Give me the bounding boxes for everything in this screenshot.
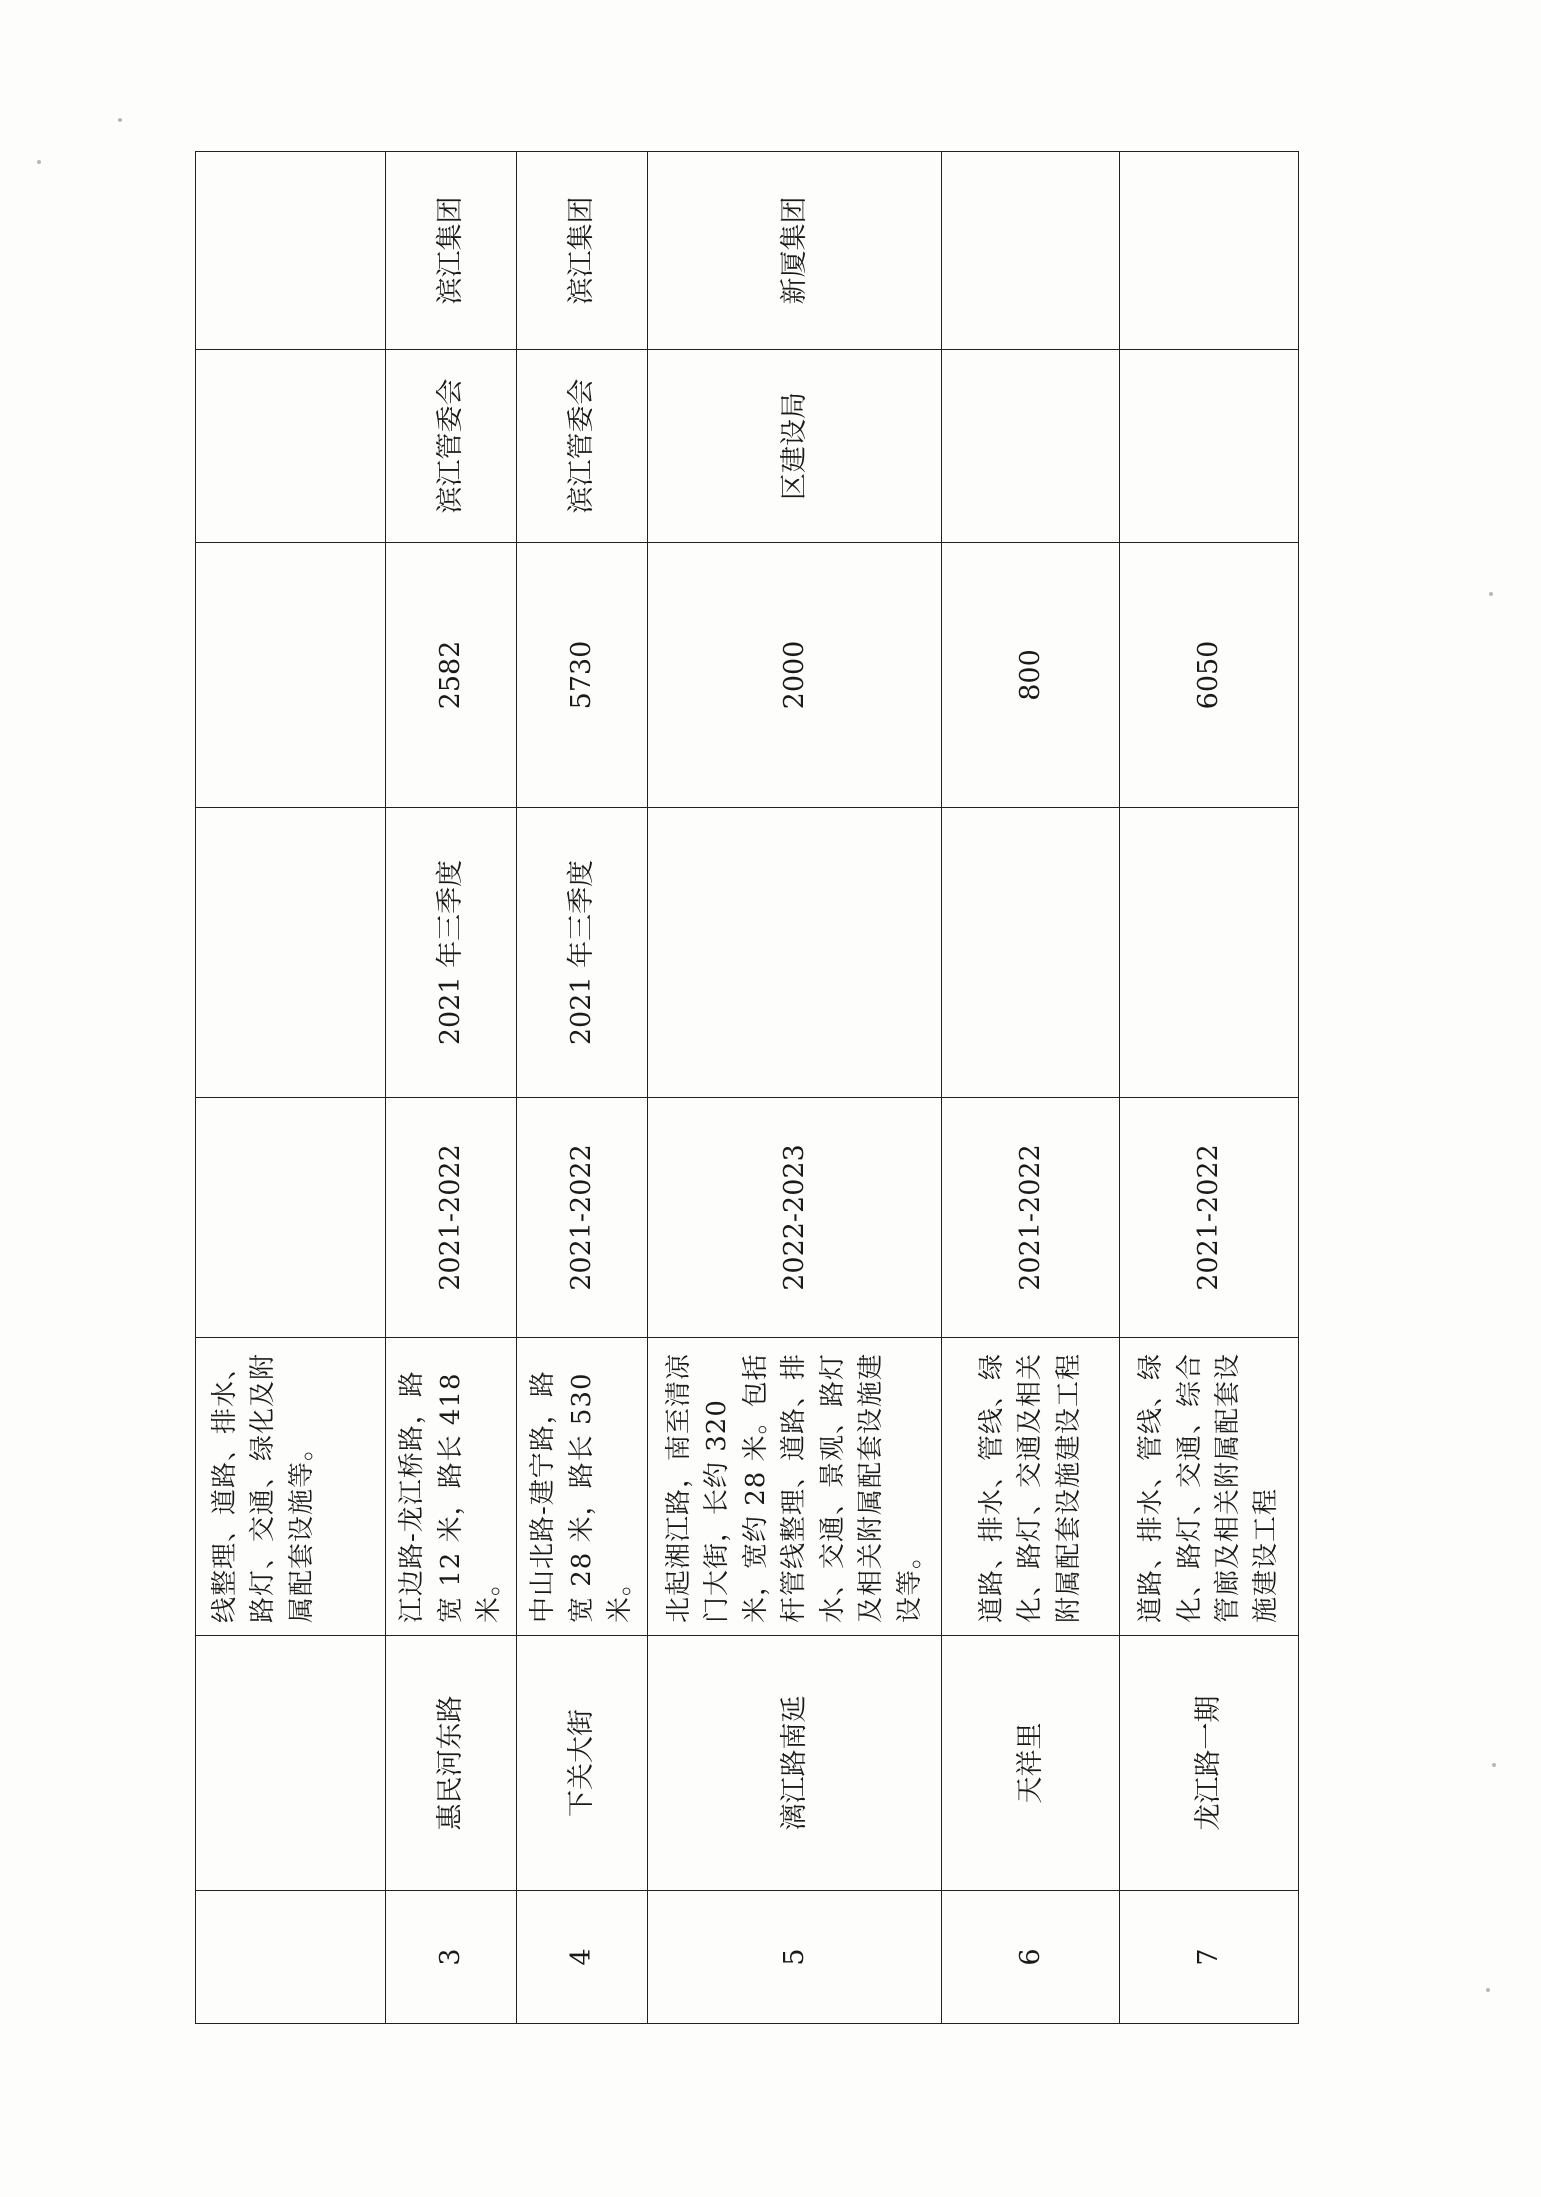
cell-implementer: 新厦集团 [648,152,942,350]
cell-description: 道路、排水、管线、绿化、路灯、交通及相关附属配套设施建设工程 [942,1338,1120,1636]
cell-index: 6 [942,1891,1120,2024]
cell-start: 2021 年三季度 [386,808,517,1098]
table-row [648,152,942,2024]
cell-period: 2021-2022 [386,1098,517,1338]
table-row-continued [196,152,386,2024]
cell-start [942,808,1120,1098]
cell-index [196,1891,386,2024]
cell-responsible: 滨江管委会 [517,350,648,543]
cell-description: 江边路-龙江桥路，路宽 12 米，路长 418 米。 [386,1338,517,1636]
project-table [195,151,1299,2024]
cell-index: 7 [1120,1891,1299,2024]
cell-index: 5 [648,1891,942,2024]
scan-speck [1489,592,1493,596]
cell-investment [196,543,386,808]
cell-description: 线整理、道路、排水、路灯、交通、绿化及附属配套设施等。 [196,1338,386,1636]
cell-start [196,808,386,1098]
cell-investment: 2582 [386,543,517,808]
table-row [517,152,648,2024]
scan-speck [1486,1988,1490,1992]
cell-responsible: 区建设局 [648,350,942,543]
cell-implementer: 滨江集团 [517,152,648,350]
cell-implementer [942,152,1120,350]
cell-responsible [942,350,1120,543]
table-row [386,152,517,2024]
cell-investment: 800 [942,543,1120,808]
scan-speck [118,118,122,122]
cell-description: 道路、排水、管线、绿化、路灯、交通、综合管廊及相关附属配套设施建设工程 [1120,1338,1299,1636]
cell-investment: 2000 [648,543,942,808]
cell-description: 中山北路-建宁路，路宽 28 米，路长 530 米。 [517,1338,648,1636]
cell-start [648,808,942,1098]
cell-index: 3 [386,1891,517,2024]
cell-index: 4 [517,1891,648,2024]
cell-period: 2022-2023 [648,1098,942,1338]
cell-name: 惠民河东路 [386,1636,517,1891]
cell-name: 龙江路一期 [1120,1636,1299,1891]
cell-responsible: 滨江管委会 [386,350,517,543]
table-row [1120,152,1299,2024]
cell-period: 2021-2022 [517,1098,648,1338]
cell-period: 2021-2022 [942,1098,1120,1338]
scan-speck [1492,1763,1496,1767]
cell-period [196,1098,386,1338]
cell-name: 下关大街 [517,1636,648,1891]
cell-investment: 5730 [517,543,648,808]
cell-implementer [196,152,386,350]
cell-investment: 6050 [1120,543,1299,808]
cell-name: 天祥里 [942,1636,1120,1891]
cell-description: 北起湘江路，南至清凉门大街，长约 320 米，宽约 28 米。包括杆管线整理、道路、排水、交通、景观、路灯及相关附属配套设施建设等。 [648,1338,942,1636]
rotated-table-container [195,152,1298,2024]
cell-start [1120,808,1299,1098]
cell-implementer: 滨江集团 [386,152,517,350]
cell-period: 2021-2022 [1120,1098,1299,1338]
table-row [942,152,1120,2024]
cell-implementer [1120,152,1299,350]
scan-speck [37,160,41,164]
cell-name: 漓江路南延 [648,1636,942,1891]
cell-name [196,1636,386,1891]
cell-responsible [1120,350,1299,543]
cell-start: 2021 年三季度 [517,808,648,1098]
cell-responsible [196,350,386,543]
